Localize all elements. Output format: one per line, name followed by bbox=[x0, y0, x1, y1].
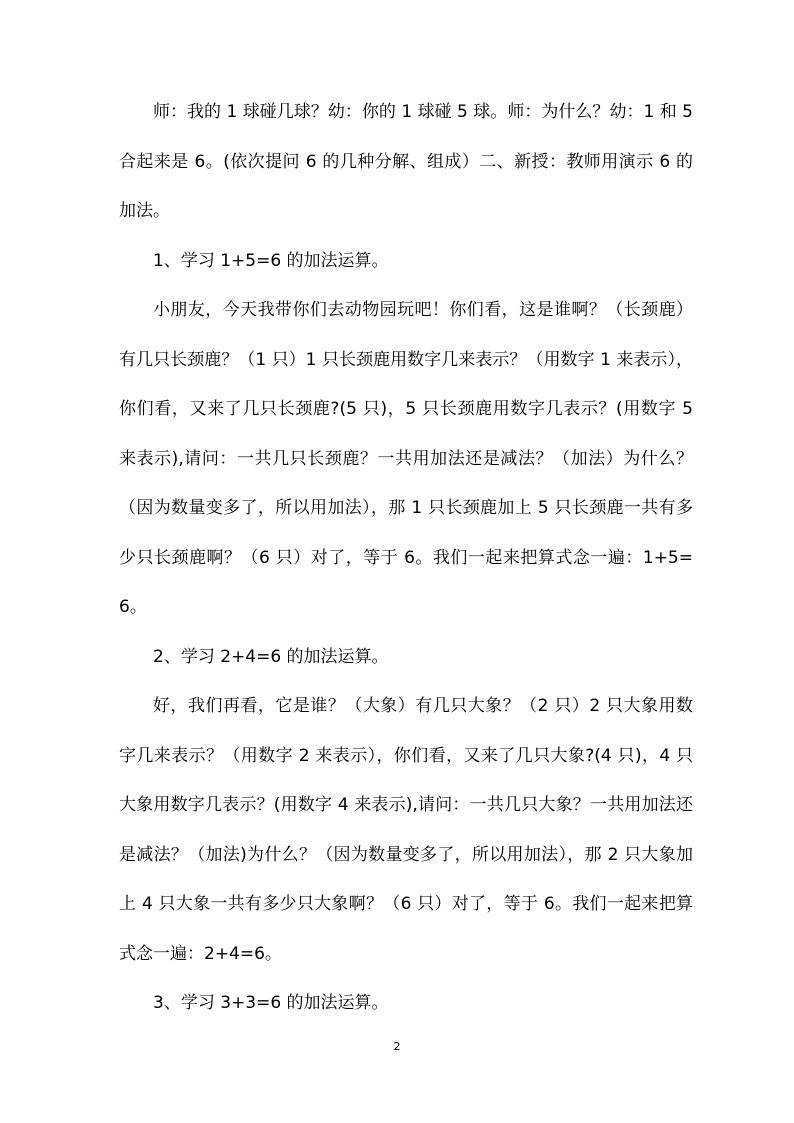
paragraph-elephant: 好，我们再看，它是谁？（大象）有几只大象？（2 只）2 只大象用数字几来表示？（用数字 2 来表示），你们看，又来了几只大象?(4 只)，4 只大象用数字几表示？(用数字 4 来表示),请问：一共几只大象？一共用加法还是减法？（加法)为什么？（因为数量变多了，所以用加法），那 2 只大象加上 4 只大象一共有多少只大象啊？（6 只）对了，等于 6。我们一起来把算式念一遍：2+4=6。 bbox=[119, 696, 693, 964]
section-heading-3: 3、学习 3+3=6 的加法运算。 bbox=[153, 993, 389, 1013]
section-heading-1: 1、学习 1+5=6 的加法运算。 bbox=[153, 250, 389, 271]
page-number: 2 bbox=[393, 1040, 401, 1053]
paragraph-giraffe: 小朋友，今天我带你们去动物园玩吧！你们看，这是谁啊？（长颈鹿）有几只长颈鹿？（1 只）1 只长颈鹿用数字几来表示？（用数字 1 来表示），你们看，又来了几只长颈鹿?(5 只)，5 只长颈鹿用数字几表示？(用数字 5 来表示),请问：一共几只长颈鹿？一共用加法还是减法？（加法）为什么？（因为数量变多了，所以用加法），那 1 只长颈鹿加上 5 只长颈鹿一共有多少只长颈鹿啊？（6 只）对了，等于 6。我们一起来把算式念一遍：1+5=6。 bbox=[119, 300, 693, 617]
paragraph-intro: 师：我的 1 球碰几球？幼：你的 1 球碰 5 球。师：为什么？幼：1 和 5 合起来是 6。(依次提问 6 的几种分解、组成）二、新授：教师用演示 6 的加法。 bbox=[119, 102, 693, 221]
document-body bbox=[119, 88, 693, 1029]
section-heading-2: 2、学习 2+4=6 的加法运算。 bbox=[153, 646, 389, 667]
